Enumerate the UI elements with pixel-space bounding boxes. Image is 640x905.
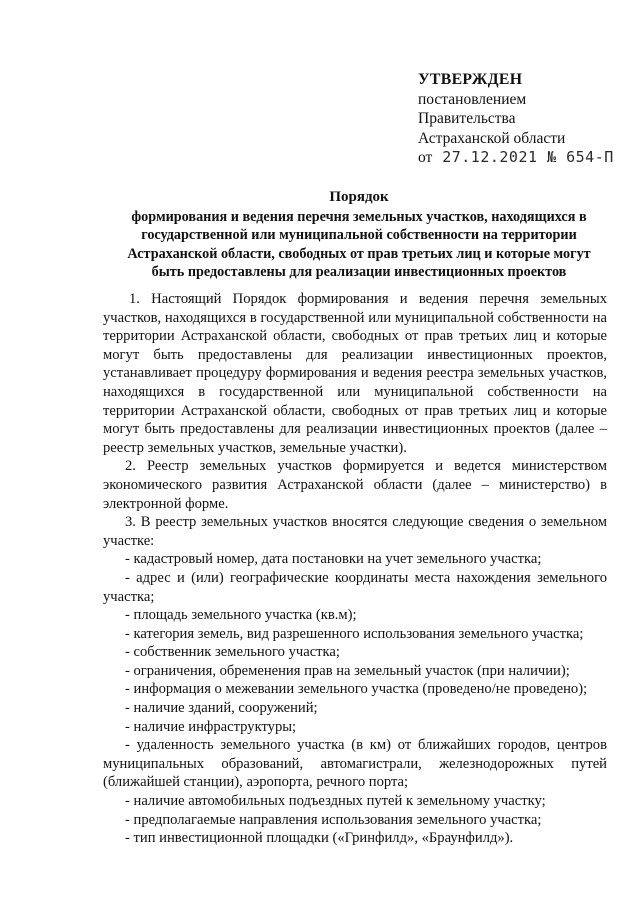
heading-subtitle: формирования и ведения перечня земельных участков, находящихся в государственной или муниципальной собственности на территории Астраханской области, свободных от прав третьих лиц и которые могут быть предоставлены для реализации инвестиционных проектов: [127, 208, 591, 281]
approval-date-row: [418, 148, 628, 168]
document-heading: [110, 188, 608, 282]
list-item: - категория земель, вид разрешенного использования земельного участка;: [125, 625, 584, 642]
paragraph-3: 3. В реестр земельных участков вносятся следующие сведения о земельном участке:: [103, 514, 607, 549]
approval-block: [418, 70, 628, 168]
paragraph-2: 2. Реестр земельных участков формируется и ведется министерством экономического развития Астраханской области (далее – министерство) в электронной форме.: [103, 458, 607, 512]
list-item: - адрес и (или) географические координаты места нахождения земельного участка;: [103, 569, 607, 605]
list-item: - наличие инфраструктуры;: [125, 718, 297, 735]
approval-title: УТВЕРЖДЕН: [418, 71, 523, 88]
document-body: [103, 290, 607, 848]
list-item: - собственник земельного участка;: [125, 644, 340, 661]
list-item: - предполагаемые направления использования земельного участка;: [125, 811, 542, 828]
list-item: - тип инвестиционной площадки («Гринфилд», «Браунфилд»).: [125, 830, 514, 847]
approval-date-stamp: 27.12.2021 № 654-П: [442, 148, 614, 166]
approval-line: постановлением: [418, 90, 527, 108]
approval-date-prefix: от: [418, 149, 433, 166]
list-item: - наличие автомобильных подъездных путей к земельному участку;: [125, 793, 546, 810]
list-item: - наличие зданий, сооружений;: [125, 700, 318, 717]
list-item: - удаленность земельного участка (в км) от ближайших городов, центров муниципальных образований, автомагистрали, железнодорожных путей (ближайшей станции), аэропорта, речного порта;: [103, 737, 607, 791]
approval-line: Астраханской области: [418, 129, 566, 147]
heading-title: Порядок: [329, 189, 389, 205]
list-item: - площадь земельного участка (кв.м);: [125, 607, 357, 624]
list-item: - информация о межевании земельного участка (проведено/не проведено);: [125, 681, 588, 698]
paragraph-1: 1. Настоящий Порядок формирования и ведения перечня земельных участков, находящихся в государственной или муниципальной собственности на территории Астраханской области, свободных от прав третьих лиц и которые могут быть предоставлены для реализации инвестиционных проектов, устанавливает процедуру формирования и ведения реестра земельных участков, находящихся в государственной или муниципальной собственности на территории Астраханской области, свободных от прав третьих лиц и которые могут быть предоставлены для реализации инвестиционных проектов (далее – реестр земельных участков, земельные участки).: [103, 291, 607, 456]
list-item: - ограничения, обременения прав на земельный участок (при наличии);: [125, 662, 570, 679]
approval-line: Правительства: [418, 110, 516, 127]
list-item: - кадастровый номер, дата постановки на учет земельного участка;: [125, 551, 542, 568]
